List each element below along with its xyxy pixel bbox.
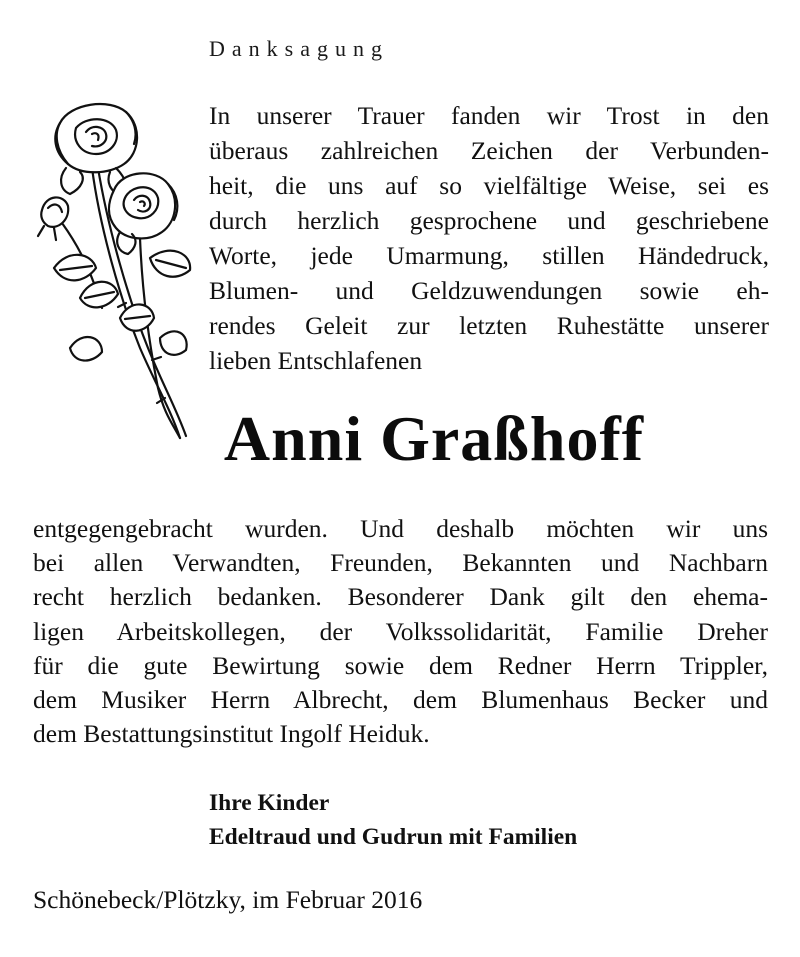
signature-block [209,786,577,854]
body-line: ligen Arbeitskollegen, der Volkssolidarität, Familie Dreher [33,616,768,646]
signature-line-2: Edeltraud und Gudrun mit Familien [209,824,578,850]
intro-line: heit, die uns auf so vielfältige Weise, sei es [209,171,769,200]
body-line: bei allen Verwandten, Freunden, Bekannten und Nachbarn [33,548,768,578]
body-paragraph [33,512,768,751]
intro-line: In unserer Trauer fanden wir Trost in den [209,101,769,130]
place-date: Schönebeck/Plötzky, im Februar 2016 [33,885,423,914]
deceased-name: Anni Graßhoff [223,403,645,474]
intro-line: rendes Geleit zur letzten Ruhestätte unserer [209,311,769,340]
body-line: für die gute Bewirtung sowie dem Redner Herrn Trippler, [33,650,768,680]
intro-line: lieben Entschlafenen [209,346,423,375]
body-line: recht herzlich bedanken. Besonderer Dank gilt den ehema- [33,582,768,612]
signature-line-1: Ihre Kinder [209,790,330,816]
notice-heading: Danksagung [209,36,389,61]
intro-paragraph [209,98,769,378]
intro-line: überaus zahlreichen Zeichen der Verbunden- [209,136,769,165]
body-line: dem Musiker Herrn Albrecht, dem Blumenhaus Becker und [33,685,768,715]
body-line: dem Bestattungsinstitut Ingolf Heiduk. [33,719,430,749]
roses-icon [30,98,200,443]
body-line: entgegengebracht wurden. Und deshalb möchten wir uns [33,514,768,543]
intro-line: Blumen- und Geldzuwendungen sowie eh- [209,276,769,305]
intro-line: durch herzlich gesprochene und geschriebene [209,206,769,235]
intro-line: Worte, jede Umarmung, stillen Händedruck, [209,241,769,270]
